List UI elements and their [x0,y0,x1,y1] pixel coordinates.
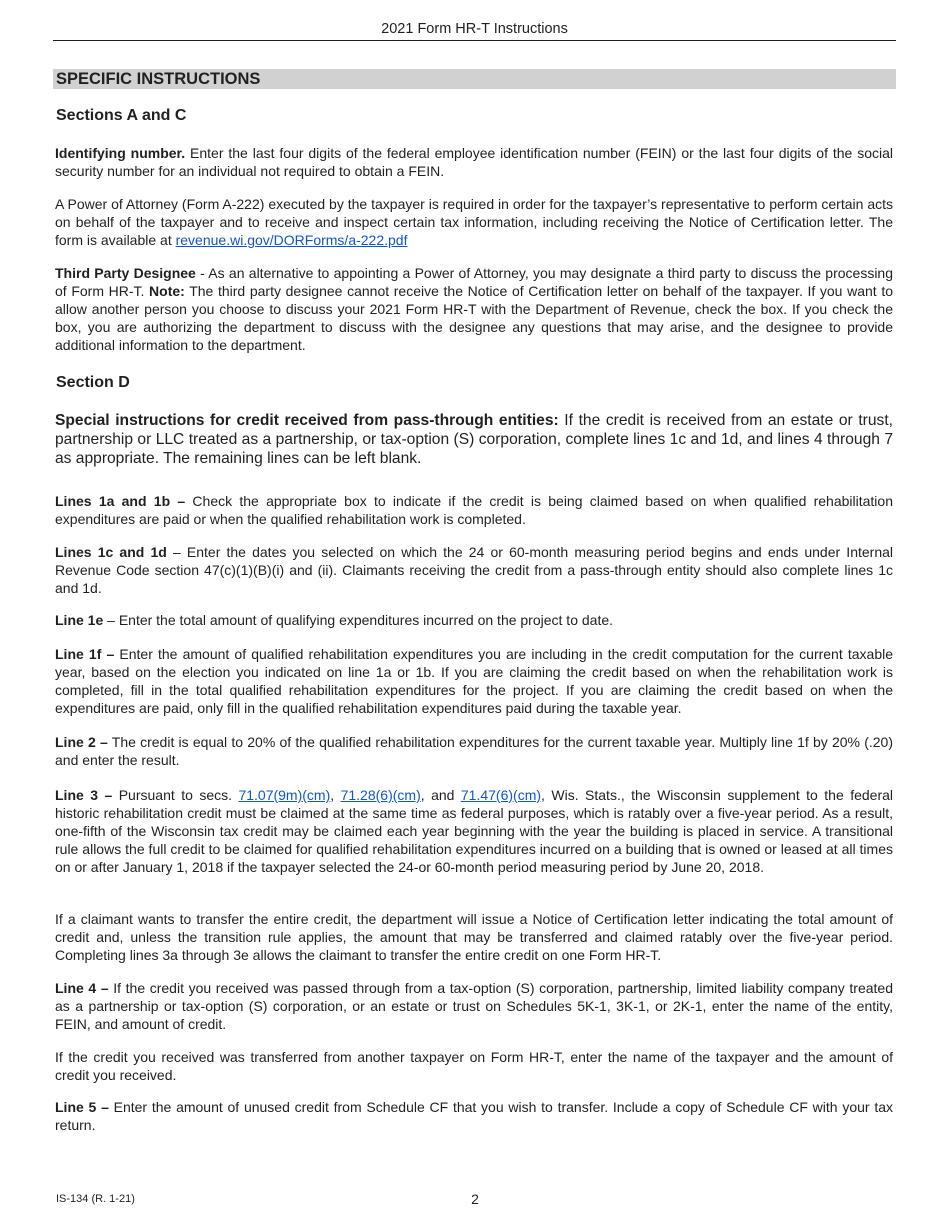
line-3-post: , Wis. Stats., the Wisconsin supplement to the federal historic rehabilitation credit must be claimed at the same time as federal purposes, which is ratably over a five-year period. As a result, one-fifth of the Wisconsin tax credit may be claimed each year beginning with the year the building is placed in service. A transitional rule allows the full credit to be claimed for qualified rehabilitation expenditures incurred on a building that is owned or leased at all times on or after January 1, 2018 if the taxpayer selected the 24-or 60-month period measuring period by June 20, 2018. [55,787,893,875]
line-4-lead: Line 4 – [55,980,109,996]
line-3-sep-1: , [330,787,341,803]
line-4-transfer-paragraph: If the credit you received was transferred from another taxpayer on Form HR-T, enter the name of the taxpayer and the amount of credit you received. [55,1049,893,1083]
third-party-text-1: - As an alternative to appointing a Power of Attorney, you may designate a third party to discuss the processing of Form HR-T. [55,265,893,299]
page-header: 2021 Form HR-T Instructions [53,21,896,41]
line-1f-paragraph [55,645,893,717]
line-5-text: Enter the amount of unused credit from Schedule CF that you wish to transfer. Include a copy of Schedule CF with your tax return. [55,1099,893,1133]
form-a222-link[interactable]: revenue.wi.gov/DORForms/a-222.pdf [175,232,408,248]
lines-1c-1d-paragraph [55,543,893,597]
power-of-attorney-text: A Power of Attorney (Form A-222) executed by the taxpayer is required in order for the taxpayer’s representative to perform certain acts on behalf of the taxpayer and to receive and inspect certain tax information, including receiving the Notice of Certification letter. The form is available at [55,196,893,248]
third-party-lead: Third Party Designee [55,265,196,281]
line-5-lead: Line 5 – [55,1099,109,1115]
line-2-text: The credit is equal to 20% of the qualified rehabilitation expenditures for the current taxable year. Multiply line 1f by 20% (.20) and enter the result. [55,734,893,768]
line-1e-lead: Line 1e [55,612,104,628]
line-3-sep-2: , and [420,787,461,803]
sections-a-c-heading: Sections A and C [56,107,187,124]
section-d-heading: Section D [56,374,130,391]
identifying-number-text: Enter the last four digits of the federal employee identification number (FEIN) or the last four digits of the social security number for an individual not required to obtain a FEIN. [55,145,893,179]
line-2-paragraph [55,733,893,769]
specific-instructions-heading: SPECIFIC INSTRUCTIONS [53,69,896,89]
line-3-paragraph [55,786,893,876]
statute-link-71-28[interactable]: 71.28(6)(cm) [340,787,421,803]
lines-1a-1b-paragraph [55,492,893,528]
third-party-note-label: Note: [149,283,185,299]
transfer-paragraph: If a claimant wants to transfer the entire credit, the department will issue a Notice of Certification letter indicating the total amount of credit and, unless the transition rule applies, the amount that may be transferred and claimed ratably over the five-year period. Completing lines 3a through 3e allows the claimant to transfer the entire credit on one Form HR-T. [55,911,893,963]
identifying-number-paragraph [55,144,893,180]
statute-link-71-07[interactable]: 71.07(9m)(cm) [238,787,331,803]
line-3-lead: Line 3 – [55,787,113,803]
form-revision-id: IS-134 (R. 1-21) [56,1193,135,1205]
line-5-paragraph [55,1098,893,1134]
third-party-designee-paragraph [55,264,893,354]
lines-1a-1b-lead: Lines 1a and 1b – [55,493,186,509]
line-1e-paragraph [55,611,893,629]
line-1f-lead: Line 1f – [55,646,115,662]
pass-through-lead: Special instructions for credit received from pass-through entities: [55,412,559,429]
line-1e-text: – Enter the total amount of qualifying expenditures incurred on the project to date. [103,612,614,628]
statute-link-71-47[interactable]: 71.47(6)(cm) [460,787,542,803]
line-1f-text: Enter the amount of qualified rehabilitation expenditures you are including in the credit computation for the current taxable year, based on the election you indicated on line 1a or 1b. If you are claiming the credit based on when the rehabilitation work is completed, fill in the total qualified rehabilitation expenditures for the project. If you are claiming the credit based on when the expenditures are paid, only fill in the qualified rehabilitation expenditures paid during the taxable year. [55,646,894,716]
identifying-number-lead: Identifying number. [55,145,186,161]
power-of-attorney-paragraph [55,195,893,249]
page-number: 2 [471,1191,479,1207]
line-2-lead: Line 2 – [55,734,108,750]
lines-1c-1d-lead: Lines 1c and 1d [55,544,167,560]
pass-through-paragraph [55,411,893,468]
line-3-pre: Pursuant to secs. [112,787,239,803]
line-4-text: If the credit you received was passed through from a tax-option (S) corporation, partnership, limited liability company treated as a partnership or tax-option (S) corporation, or an estate or trust on Schedules 5K-1, 3K-1, or 2K-1, enter the name of the entity, FEIN, and amount of credit. [55,980,893,1032]
lines-1c-1d-text: – Enter the dates you selected on which the 24 or 60-month measuring period begins and ends under Internal Revenue Code section 47(c)(1)(B)(i) and (ii). Claimants receiving the credit from a pass-through entity should also complete lines 1c and 1d. [55,544,893,596]
pass-through-text: If the credit is received from an estate or trust, partnership or LLC treated as a partnership, or tax-option (S) corporation, complete lines 1c and 1d, and lines 4 through 7 as appropriate. The remaining lines can be left blank. [55,412,893,467]
line-4-paragraph [55,979,893,1033]
third-party-text-2: The third party designee cannot receive the Notice of Certification letter on behalf of the taxpayer. If you want to allow another person you choose to discuss your 2021 Form HR-T with the Department of Revenue, check the box. If you check the box, you are authorizing the department to discuss with the designee any questions that may arise, and the designee to provide additional information to the department. [55,283,893,353]
lines-1a-1b-text: Check the appropriate box to indicate if the credit is being claimed based on when qualified rehabilitation expenditures are paid or when the qualified rehabilitation work is completed. [55,493,893,527]
